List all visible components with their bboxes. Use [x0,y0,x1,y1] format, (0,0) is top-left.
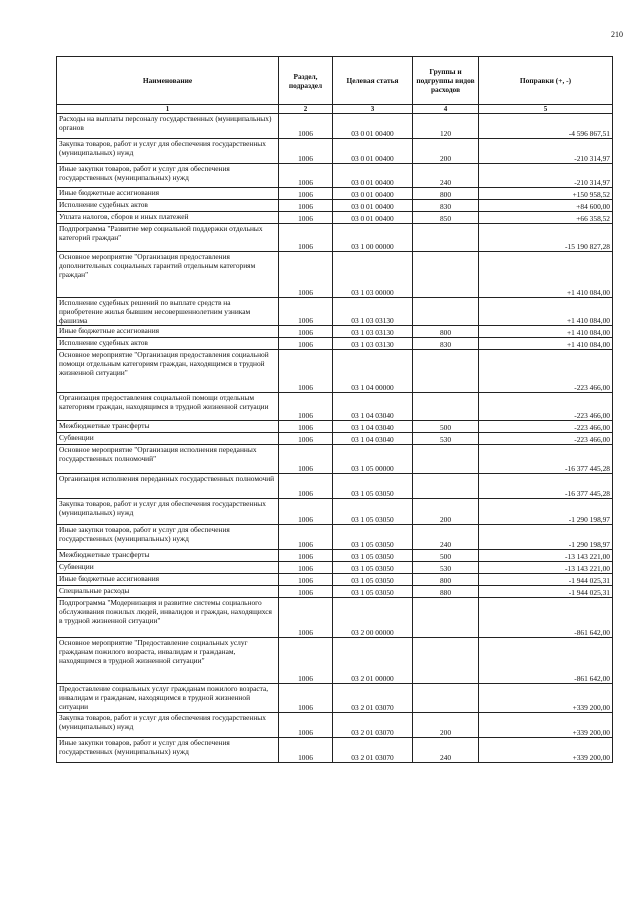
column-number: 1 [57,105,279,114]
table-row [57,212,613,224]
row-target: 03 1 00 00000 [333,224,413,252]
column-number: 4 [413,105,479,114]
row-target: 03 0 01 00400 [333,212,413,224]
row-group: 200 [413,139,479,164]
row-amount: -223 466,00 [479,433,613,445]
row-amount: -13 143 221,00 [479,562,613,574]
row-section: 1006 [279,252,333,298]
row-target: 03 1 04 03040 [333,433,413,445]
table-row [57,139,613,164]
row-amount: -15 190 827,28 [479,224,613,252]
table-row [57,326,613,338]
row-name: Основное мероприятие "Организация исполнения переданных государственных полномочий" [57,445,279,474]
table-row [57,200,613,212]
row-target: 03 2 01 00000 [333,638,413,684]
table-row [57,393,613,421]
row-name: Основное мероприятие "Предоставление социальных услуг гражданам пожилого возраста, инвалидам и гражданам, находящимся в трудной жизненной ситуации" [57,638,279,684]
row-target: 03 2 01 03070 [333,738,413,763]
table-row [57,350,613,393]
row-group: 120 [413,114,479,139]
table-header-row [57,57,613,105]
row-target: 03 0 01 00400 [333,164,413,188]
row-amount: +1 410 084,00 [479,298,613,326]
column-number-row [57,105,613,114]
row-group [413,224,479,252]
row-section: 1006 [279,224,333,252]
row-section: 1006 [279,350,333,393]
row-section: 1006 [279,139,333,164]
row-name: Организация предоставления социальной помощи отдельным категориям граждан, находящимся в трудной жизненной ситуации [57,393,279,421]
table-row [57,525,613,550]
row-section: 1006 [279,684,333,713]
row-name: Межбюджетные трансферты [57,421,279,433]
column-number: 3 [333,105,413,114]
row-section: 1006 [279,338,333,350]
row-group [413,638,479,684]
row-target: 03 1 03 00000 [333,252,413,298]
row-section: 1006 [279,586,333,598]
row-target: 03 0 01 00400 [333,200,413,212]
row-section: 1006 [279,638,333,684]
header-group: Группы и подгруппы видов расходов [413,57,479,105]
row-amount: -210 314,97 [479,139,613,164]
row-amount: -861 642,00 [479,598,613,638]
table-row [57,713,613,738]
row-amount: -223 466,00 [479,421,613,433]
table-row [57,114,613,139]
row-section: 1006 [279,562,333,574]
row-name: Субвенции [57,433,279,445]
row-amount: -1 290 198,97 [479,499,613,525]
row-amount: -210 314,97 [479,164,613,188]
table-row [57,499,613,525]
column-number: 5 [479,105,613,114]
row-group: 800 [413,326,479,338]
table-row [57,474,613,499]
row-name: Основное мероприятие "Организация предоставления социальной помощи отдельным категориям граждан, находящимся в трудной жизненной ситуации" [57,350,279,393]
row-group: 500 [413,550,479,562]
table-row [57,164,613,188]
row-amount: +339 200,00 [479,684,613,713]
row-group [413,598,479,638]
row-group: 240 [413,164,479,188]
table-row [57,298,613,326]
row-group: 830 [413,338,479,350]
row-group: 240 [413,738,479,763]
row-amount: -13 143 221,00 [479,550,613,562]
row-section: 1006 [279,326,333,338]
header-section: Раздел, подраздел [279,57,333,105]
row-section: 1006 [279,738,333,763]
table-body [57,114,613,763]
row-name: Исполнение судебных актов [57,200,279,212]
row-section: 1006 [279,212,333,224]
header-target: Целевая статья [333,57,413,105]
row-name: Закупка товаров, работ и услуг для обеспечения государственных (муниципальных) нужд [57,139,279,164]
row-target: 03 0 01 00400 [333,188,413,200]
row-target: 03 1 04 03040 [333,421,413,433]
row-section: 1006 [279,445,333,474]
table-row [57,445,613,474]
row-name: Уплата налогов, сборов и иных платежей [57,212,279,224]
row-amount: -16 377 445,28 [479,474,613,499]
row-amount: +84 600,00 [479,200,613,212]
row-group: 240 [413,525,479,550]
row-name: Иные бюджетные ассигнования [57,326,279,338]
row-name: Предоставление социальных услуг гражданам пожилого возраста, инвалидам и гражданам, находящимся в трудной жизненной ситуации [57,684,279,713]
row-group: 530 [413,433,479,445]
row-target: 03 2 01 03070 [333,684,413,713]
row-target: 03 1 05 03050 [333,550,413,562]
row-section: 1006 [279,298,333,326]
row-target: 03 1 04 03040 [333,393,413,421]
column-number: 2 [279,105,333,114]
table-row [57,738,613,763]
row-name: Иные закупки товаров, работ и услуг для обеспечения государственных (муниципальных) нужд [57,164,279,188]
row-group: 530 [413,562,479,574]
row-group [413,350,479,393]
row-section: 1006 [279,433,333,445]
row-group [413,684,479,713]
row-section: 1006 [279,499,333,525]
row-amount: +1 410 084,00 [479,252,613,298]
row-section: 1006 [279,598,333,638]
row-group: 830 [413,200,479,212]
row-name: Основное мероприятие "Организация предоставления дополнительных социальных гарантий отдельным категориям граждан" [57,252,279,298]
row-group: 200 [413,499,479,525]
row-target: 03 1 05 00000 [333,445,413,474]
row-group: 880 [413,586,479,598]
row-section: 1006 [279,200,333,212]
row-amount: +1 410 084,00 [479,338,613,350]
row-name: Подпрограмма "Развитие мер социальной поддержки отдельных категорий граждан" [57,224,279,252]
row-section: 1006 [279,525,333,550]
table-row [57,338,613,350]
row-target: 03 1 05 03050 [333,574,413,586]
row-name: Закупка товаров, работ и услуг для обеспечения государственных (муниципальных) нужд [57,713,279,738]
row-amount: -223 466,00 [479,350,613,393]
row-target: 03 2 00 00000 [333,598,413,638]
table-row [57,421,613,433]
table-row [57,224,613,252]
budget-amendments-table [56,56,613,763]
table-row [57,574,613,586]
row-group [413,298,479,326]
row-group [413,445,479,474]
row-amount: +66 358,52 [479,212,613,224]
row-name: Субвенции [57,562,279,574]
row-target: 03 1 03 03130 [333,326,413,338]
row-name: Закупка товаров, работ и услуг для обеспечения государственных (муниципальных) нужд [57,499,279,525]
row-section: 1006 [279,550,333,562]
row-name: Иные закупки товаров, работ и услуг для обеспечения государственных (муниципальных) нужд [57,738,279,763]
row-group [413,474,479,499]
row-amount: +339 200,00 [479,713,613,738]
table-row [57,188,613,200]
row-name: Межбюджетные трансферты [57,550,279,562]
table-row [57,598,613,638]
row-amount: -223 466,00 [479,393,613,421]
row-name: Подпрограмма "Модернизация и развитие системы социального обслуживания пожилых людей, инвалидов и граждан, находящихся в трудной жизненной ситуации" [57,598,279,638]
row-group [413,252,479,298]
row-target: 03 0 01 00400 [333,114,413,139]
table-row [57,684,613,713]
page-number: 210 [611,30,623,39]
table-row [57,638,613,684]
row-group: 800 [413,188,479,200]
row-group [413,393,479,421]
row-name: Исполнение судебных решений по выплате средств на приобретение жилья бывшим несовершеннолетним узникам фашизма [57,298,279,326]
row-target: 03 1 03 03130 [333,338,413,350]
row-section: 1006 [279,114,333,139]
row-section: 1006 [279,474,333,499]
row-group: 800 [413,574,479,586]
row-name: Иные бюджетные ассигнования [57,188,279,200]
row-name: Иные закупки товаров, работ и услуг для обеспечения государственных (муниципальных) нужд [57,525,279,550]
row-amount: -1 944 025,31 [479,586,613,598]
table-row [57,252,613,298]
row-amount: -1 290 198,97 [479,525,613,550]
row-target: 03 2 01 03070 [333,713,413,738]
row-group: 200 [413,713,479,738]
row-target: 03 1 05 03050 [333,525,413,550]
table-row [57,433,613,445]
row-section: 1006 [279,421,333,433]
row-amount: +150 958,52 [479,188,613,200]
header-amount: Поправки (+, -) [479,57,613,105]
row-target: 03 1 04 00000 [333,350,413,393]
row-amount: -861 642,00 [479,638,613,684]
table-row [57,550,613,562]
row-target: 03 1 05 03050 [333,474,413,499]
row-amount: -1 944 025,31 [479,574,613,586]
row-name: Специальные расходы [57,586,279,598]
row-target: 03 1 03 03130 [333,298,413,326]
row-name: Иные бюджетные ассигнования [57,574,279,586]
row-name: Организация исполнения переданных государственных полномочий [57,474,279,499]
table-row [57,586,613,598]
row-amount: -4 596 867,51 [479,114,613,139]
table-row [57,562,613,574]
row-section: 1006 [279,393,333,421]
row-target: 03 1 05 03050 [333,562,413,574]
header-name: Наименование [57,57,279,105]
row-section: 1006 [279,188,333,200]
row-target: 03 1 05 03050 [333,499,413,525]
row-section: 1006 [279,713,333,738]
row-section: 1006 [279,574,333,586]
row-amount: +1 410 084,00 [479,326,613,338]
row-name: Исполнение судебных актов [57,338,279,350]
row-target: 03 0 01 00400 [333,139,413,164]
row-name: Расходы на выплаты персоналу государственных (муниципальных) органов [57,114,279,139]
row-section: 1006 [279,164,333,188]
row-group: 850 [413,212,479,224]
row-target: 03 1 05 03050 [333,586,413,598]
row-amount: -16 377 445,28 [479,445,613,474]
row-amount: +339 200,00 [479,738,613,763]
row-group: 500 [413,421,479,433]
